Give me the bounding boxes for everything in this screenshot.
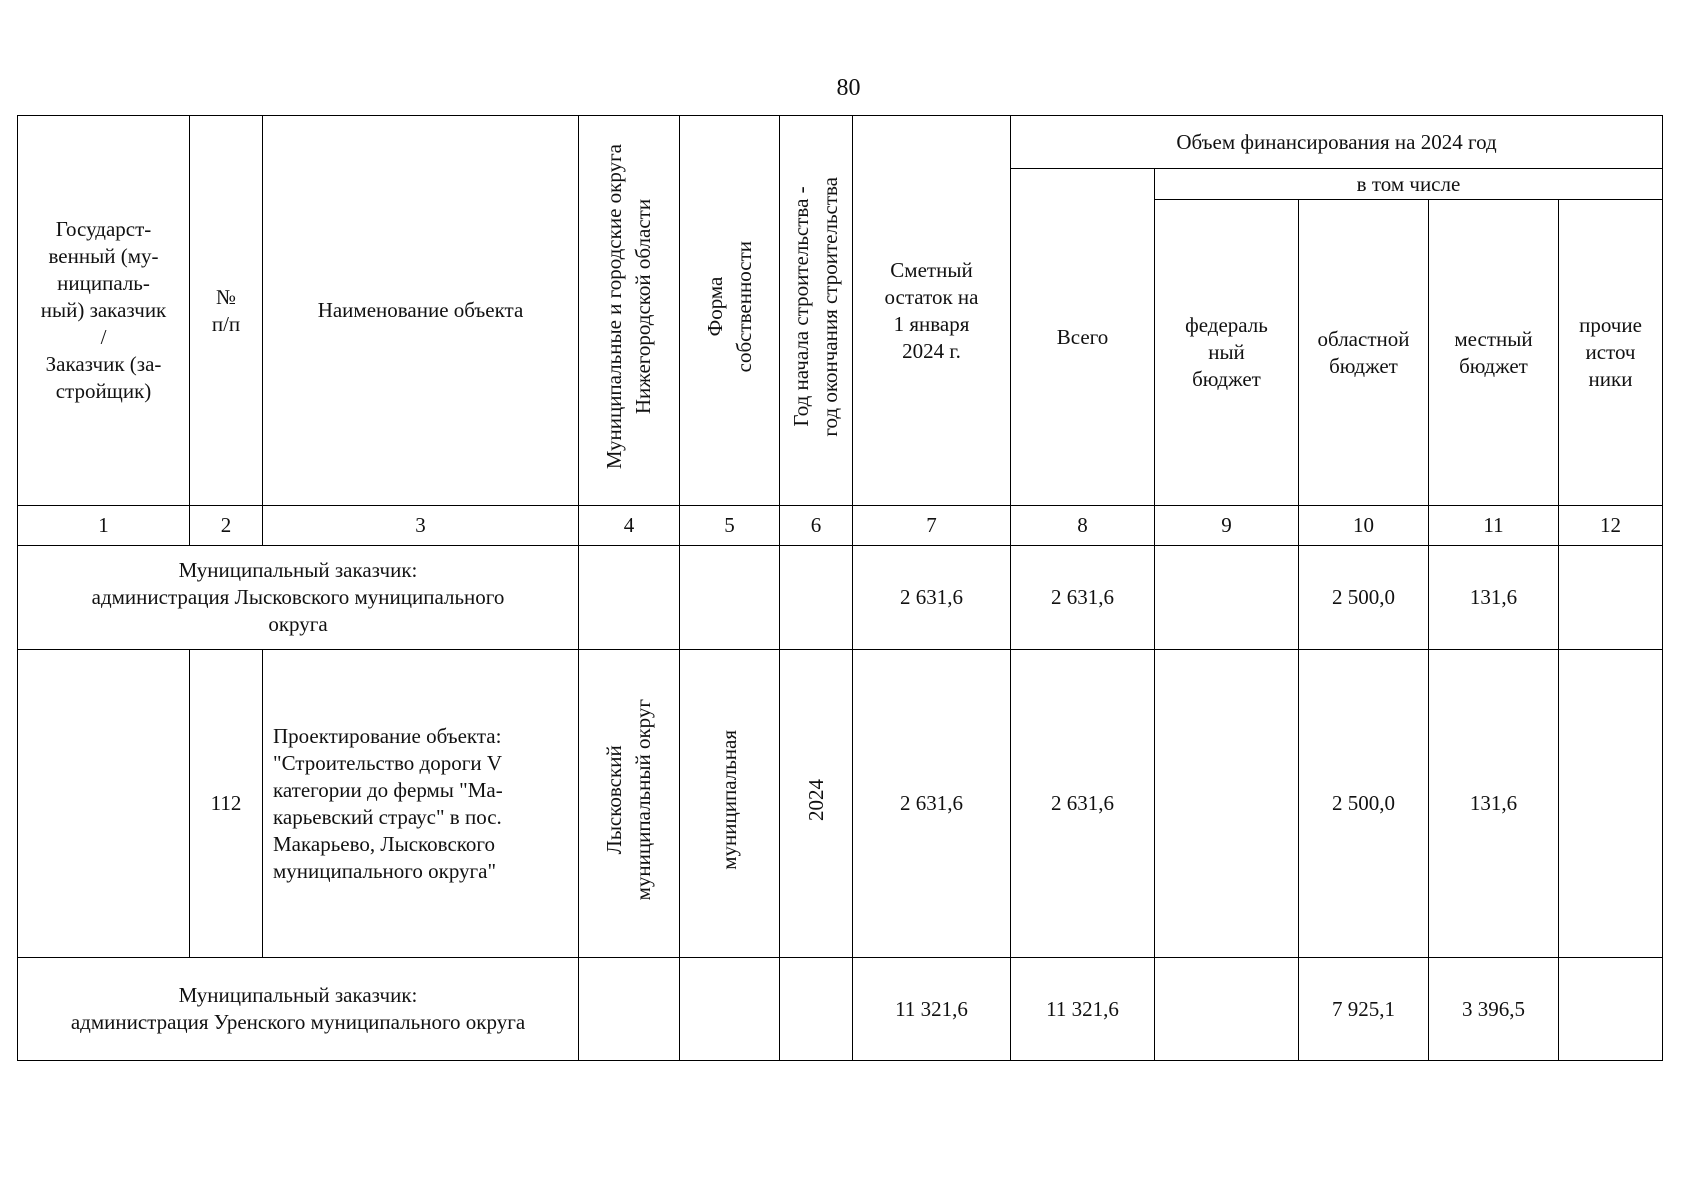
header-regional: областной бюджет — [1299, 200, 1429, 506]
regional-cell: 7 925,1 — [1299, 958, 1429, 1061]
ownership-cell — [680, 650, 780, 958]
number-cell: 112 — [190, 650, 263, 958]
object-name-cell: Проектирование объекта: "Строительство дороги V категории до фермы "Ма- карьевский страус" в пос. Макарьево, Лысковского муниципального округа" — [263, 650, 579, 958]
header-years-text: Год начала строительства - год окончания строительства — [789, 177, 842, 437]
header-federal: федераль ный бюджет — [1155, 200, 1299, 506]
estimate-cell: 11 321,6 — [853, 958, 1011, 1061]
header-row-1 — [18, 116, 1663, 169]
header-years — [780, 116, 853, 506]
column-number: 11 — [1429, 506, 1559, 546]
customer-name: Муниципальный заказчик: администрация Лысковского муниципального округа — [18, 546, 579, 650]
total-cell: 11 321,6 — [1011, 958, 1155, 1061]
financing-table — [17, 115, 1663, 1061]
district-cell — [579, 650, 680, 958]
header-district-text: Муниципальные и городские округа Нижегородской области — [602, 144, 655, 470]
ownership-text: муниципальная — [717, 730, 741, 870]
column-number: 4 — [579, 506, 680, 546]
page-number: 80 — [836, 75, 861, 101]
federal-cell — [1155, 958, 1299, 1061]
district-cell — [579, 958, 680, 1061]
regional-cell: 2 500,0 — [1299, 546, 1429, 650]
years-text: 2024 — [803, 779, 828, 821]
column-number: 8 — [1011, 506, 1155, 546]
local-cell: 131,6 — [1429, 546, 1559, 650]
estimate-cell: 2 631,6 — [853, 650, 1011, 958]
total-cell: 2 631,6 — [1011, 650, 1155, 958]
header-including: в том числе — [1155, 169, 1663, 200]
header-local: местный бюджет — [1429, 200, 1559, 506]
years-cell — [780, 958, 853, 1061]
column-number: 10 — [1299, 506, 1429, 546]
other-cell — [1559, 650, 1663, 958]
column-number: 1 — [18, 506, 190, 546]
federal-cell — [1155, 650, 1299, 958]
customer-cell — [18, 650, 190, 958]
column-number: 7 — [853, 506, 1011, 546]
header-ownership-text: Форма собственности — [702, 241, 756, 373]
local-cell: 131,6 — [1429, 650, 1559, 958]
header-funding-title: Объем финансирования на 2024 год — [1011, 116, 1663, 169]
years-cell — [780, 650, 853, 958]
other-cell — [1559, 546, 1663, 650]
federal-cell — [1155, 546, 1299, 650]
column-numbers-row — [18, 506, 1663, 546]
district-text: Лысковский муниципальный округ — [602, 699, 655, 901]
header-object-name: Наименование объекта — [263, 116, 579, 506]
header-number: № п/п — [190, 116, 263, 506]
header-customer-text: Государст- венный (му- ниципаль- ный) заказчик / Заказчик (за- стройщик) — [40, 217, 167, 403]
column-number: 5 — [680, 506, 780, 546]
column-number: 12 — [1559, 506, 1663, 546]
table-row-object-112 — [18, 650, 1663, 958]
header-total: Всего — [1011, 169, 1155, 506]
ownership-cell — [680, 958, 780, 1061]
years-cell — [780, 546, 853, 650]
header-ownership — [680, 116, 780, 506]
column-number: 9 — [1155, 506, 1299, 546]
column-number: 3 — [263, 506, 579, 546]
column-number: 6 — [780, 506, 853, 546]
column-number: 2 — [190, 506, 263, 546]
total-cell: 2 631,6 — [1011, 546, 1155, 650]
ownership-cell — [680, 546, 780, 650]
regional-cell: 2 500,0 — [1299, 650, 1429, 958]
header-district — [579, 116, 680, 506]
customer-name: Муниципальный заказчик: администрация Уренского муниципального округа — [18, 958, 579, 1061]
local-cell: 3 396,5 — [1429, 958, 1559, 1061]
header-other: прочие источ ники — [1559, 200, 1663, 506]
header-customer — [18, 116, 190, 506]
table-row-customer-uren — [18, 958, 1663, 1061]
table-row-customer-lyskovo — [18, 546, 1663, 650]
header-estimate: Сметный остаток на 1 января 2024 г. — [853, 116, 1011, 506]
other-cell — [1559, 958, 1663, 1061]
estimate-cell: 2 631,6 — [853, 546, 1011, 650]
district-cell — [579, 546, 680, 650]
